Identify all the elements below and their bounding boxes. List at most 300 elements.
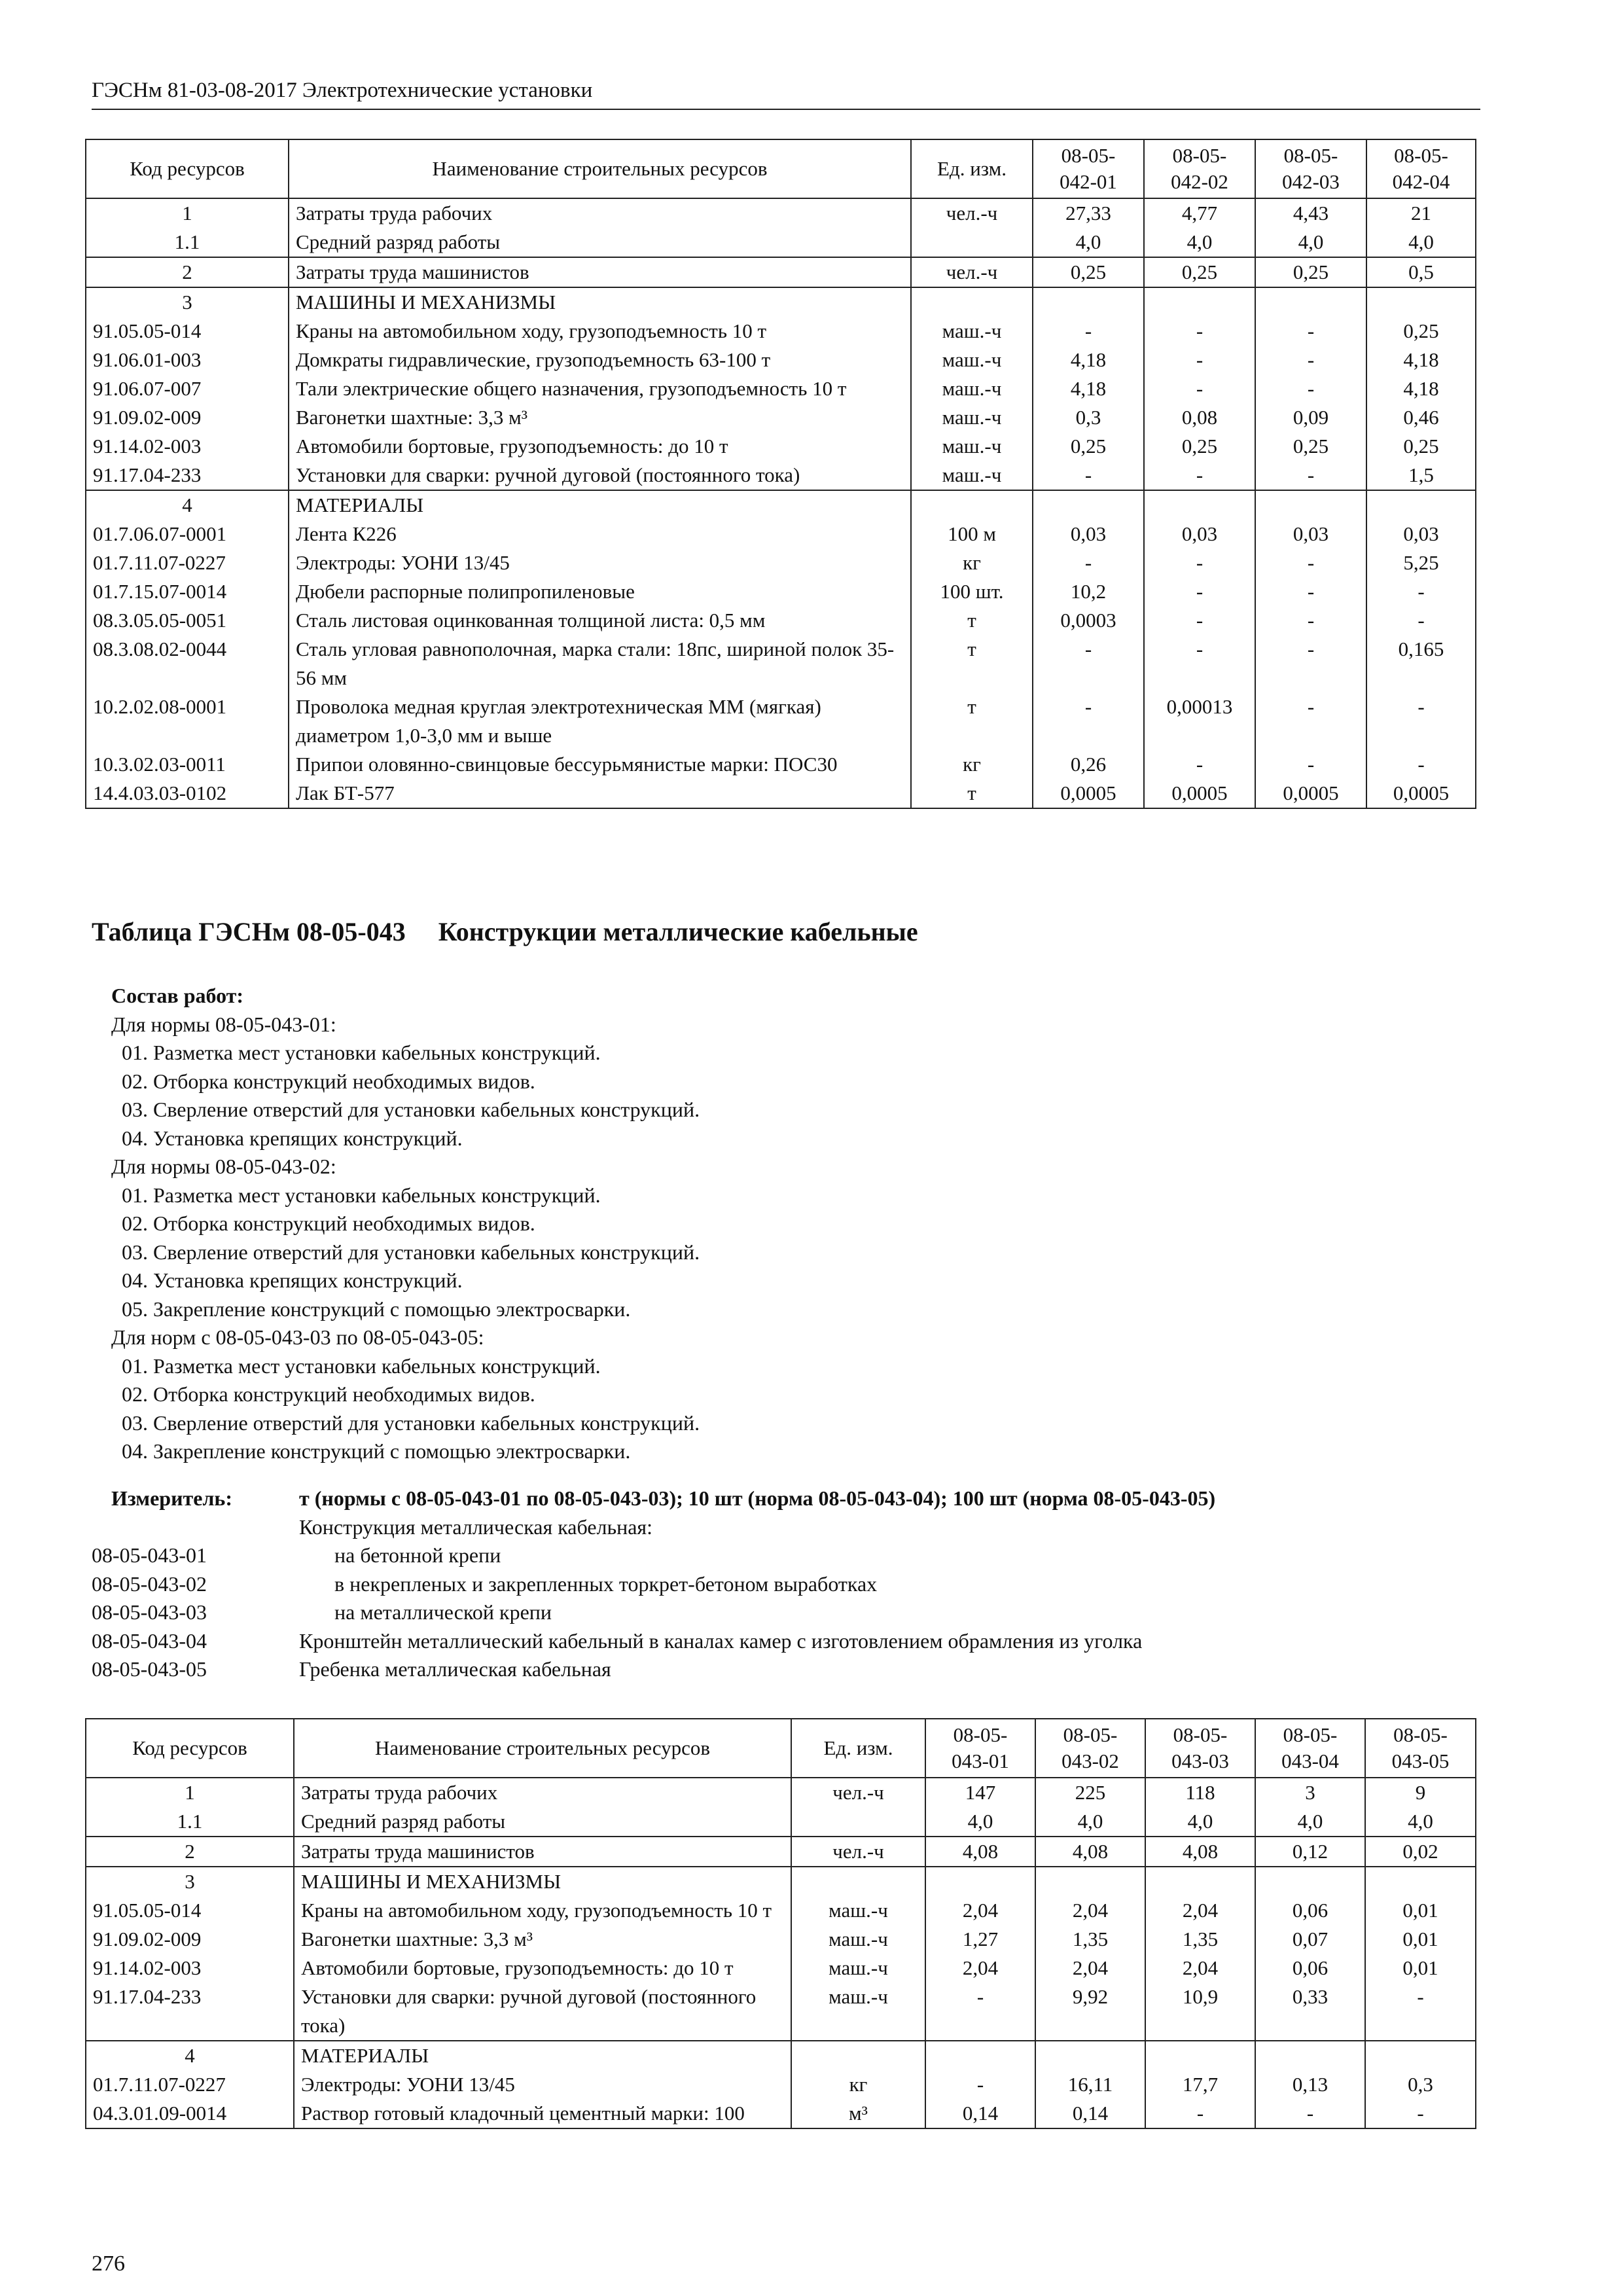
norm-value: - xyxy=(1144,317,1255,346)
norm-value: 2,04 xyxy=(1145,1896,1255,1925)
resource-unit: чел.-ч xyxy=(791,1778,925,1807)
norm-value: - xyxy=(1033,317,1144,346)
resource-name: Дюбели распорные полипропиленовые xyxy=(289,577,911,606)
resource-name: Вагонетки шахтные: 3,3 м³ xyxy=(289,403,911,432)
norm-value: - xyxy=(1144,750,1255,779)
column-header: 08-05- 042-03 xyxy=(1255,139,1366,198)
norm-value: 10,9 xyxy=(1145,1982,1255,2041)
norm-value: 4,08 xyxy=(1035,1837,1145,1867)
resource-name: Домкраты гидравлические, грузоподъемность 63-100 т xyxy=(289,346,911,374)
norm-value: 9 xyxy=(1365,1778,1476,1807)
column-header: 08-05- 042-02 xyxy=(1144,139,1255,198)
norm-value: - xyxy=(1255,692,1366,750)
resource-code: 91.05.05-014 xyxy=(86,1896,294,1925)
resource-code: 3 xyxy=(86,1867,294,1896)
norm-value: 4,0 xyxy=(1255,1807,1365,1837)
norm-value: 2,04 xyxy=(1035,1896,1145,1925)
norm-value: 0,03 xyxy=(1144,520,1255,548)
column-header: Наименование строительных ресурсов xyxy=(294,1719,791,1778)
norm-value: 0,12 xyxy=(1255,1837,1365,1867)
norm-description: на бетонной крепи xyxy=(334,1543,501,1567)
norm-value: - xyxy=(1255,548,1366,577)
resource-code: 01.7.11.07-0227 xyxy=(86,548,289,577)
work-composition xyxy=(111,982,1420,1466)
norm-value: - xyxy=(1365,2099,1476,2128)
norm-value: 0,3 xyxy=(1033,403,1144,432)
norm-value: 1,35 xyxy=(1035,1925,1145,1954)
norm-value: 4,0 xyxy=(1145,1807,1255,1837)
norm-value xyxy=(1366,287,1476,317)
norm-value: 5,25 xyxy=(1366,548,1476,577)
norm-value: 225 xyxy=(1035,1778,1145,1807)
norm-row xyxy=(92,1627,1531,1656)
norm-value: 0,25 xyxy=(1033,257,1144,287)
norm-value xyxy=(1033,490,1144,520)
table-row xyxy=(86,317,1476,346)
norm-value: 0,0003 xyxy=(1033,606,1144,635)
measure-block xyxy=(92,1484,1531,1684)
resource-code: 91.14.02-003 xyxy=(86,1954,294,1982)
norm-value: 0,33 xyxy=(1255,1982,1365,2041)
norm-value: - xyxy=(1255,2099,1365,2128)
norm-value: 16,11 xyxy=(1035,2070,1145,2099)
work-step: Для нормы 08-05-043-02: xyxy=(111,1155,336,1178)
norm-value: - xyxy=(1144,346,1255,374)
table-header-row xyxy=(86,1719,1476,1778)
resource-code: 10.3.02.03-0011 xyxy=(86,750,289,779)
norm-value: - xyxy=(1255,606,1366,635)
resource-name: Раствор готовый кладочный цементный марки: 100 xyxy=(294,2099,791,2128)
norm-value: - xyxy=(925,2070,1035,2099)
resource-unit: маш.-ч xyxy=(791,1982,925,2041)
norm-value: 0,25 xyxy=(1144,432,1255,461)
resource-name: Автомобили бортовые, грузоподъемность: до 10 т xyxy=(294,1954,791,1982)
norm-code: 08-05-043-01 xyxy=(92,1543,207,1567)
norm-value xyxy=(925,1867,1035,1896)
table-row xyxy=(86,577,1476,606)
table-row xyxy=(86,1807,1476,1837)
norm-value xyxy=(1255,490,1366,520)
table-row xyxy=(86,432,1476,461)
work-step: 03. Сверление отверстий для установки кабельных конструкций. xyxy=(111,1240,700,1264)
column-header: 08-05- 042-04 xyxy=(1366,139,1476,198)
resource-unit: м³ xyxy=(791,2099,925,2128)
norm-value: 4,0 xyxy=(1255,228,1366,257)
resource-table-043 xyxy=(85,1718,1476,2129)
norm-value: 4,77 xyxy=(1144,198,1255,228)
norm-value: 0,07 xyxy=(1255,1925,1365,1954)
resource-code: 3 xyxy=(86,287,289,317)
norm-value: - xyxy=(1255,346,1366,374)
resource-code: 4 xyxy=(86,2041,294,2070)
resource-unit: маш.-ч xyxy=(791,1896,925,1925)
norm-value: - xyxy=(1255,750,1366,779)
norm-code: 08-05-043-03 xyxy=(92,1600,207,1624)
norm-value: 17,7 xyxy=(1145,2070,1255,2099)
norm-value: 4,18 xyxy=(1033,374,1144,403)
table-row xyxy=(86,2041,1476,2070)
norm-value: 0,09 xyxy=(1255,403,1366,432)
work-step: 05. Закрепление конструкций с помощью электросварки. xyxy=(111,1297,631,1321)
resource-code: 4 xyxy=(86,490,289,520)
resource-name: МАШИНЫ И МЕХАНИЗМЫ xyxy=(289,287,911,317)
norm-value: 0,08 xyxy=(1144,403,1255,432)
resource-name: МАТЕРИАЛЫ xyxy=(294,2041,791,2070)
norm-value: 0,46 xyxy=(1366,403,1476,432)
resource-unit: чел.-ч xyxy=(791,1837,925,1867)
norm-value xyxy=(1035,1867,1145,1896)
resource-unit: 100 шт. xyxy=(911,577,1033,606)
resource-code: 1.1 xyxy=(86,1807,294,1837)
resource-unit: т xyxy=(911,779,1033,808)
table-row xyxy=(86,1925,1476,1954)
norm-value: 21 xyxy=(1366,198,1476,228)
norm-value: 118 xyxy=(1145,1778,1255,1807)
norm-value: - xyxy=(1366,692,1476,750)
resource-unit: маш.-ч xyxy=(911,346,1033,374)
work-step: 03. Сверление отверстий для установки кабельных конструкций. xyxy=(111,1098,700,1121)
column-header: 08-05- 043-01 xyxy=(925,1719,1035,1778)
norm-value: 0,01 xyxy=(1365,1925,1476,1954)
resource-code: 1 xyxy=(86,198,289,228)
resource-code: 08.3.08.02-0044 xyxy=(86,635,289,692)
resource-code: 10.2.02.08-0001 xyxy=(86,692,289,750)
resource-code: 91.05.05-014 xyxy=(86,317,289,346)
table-row xyxy=(86,1837,1476,1867)
resource-name: МАШИНЫ И МЕХАНИЗМЫ xyxy=(294,1867,791,1896)
resource-code: 91.17.04-233 xyxy=(86,461,289,490)
norm-value: 4,0 xyxy=(1365,1807,1476,1837)
measure-value: т (нормы с 08-05-043-01 по 08-05-043-03); 10 шт (норма 08-05-043-04); 100 шт (норма 08-05-043-05) xyxy=(299,1486,1216,1510)
norm-value: - xyxy=(1144,635,1255,692)
norm-value xyxy=(1366,490,1476,520)
work-composition-label: Состав работ: xyxy=(111,984,244,1007)
norm-value: - xyxy=(1255,577,1366,606)
work-step: 02. Отборка конструкций необходимых видов. xyxy=(111,1069,535,1093)
resource-unit: маш.-ч xyxy=(791,1925,925,1954)
norm-description: Гребенка металлическая кабельная xyxy=(299,1657,611,1681)
resource-name: Лента К226 xyxy=(289,520,911,548)
norm-value: 4,08 xyxy=(1145,1837,1255,1867)
resource-unit: маш.-ч xyxy=(911,432,1033,461)
norm-code: 08-05-043-04 xyxy=(92,1628,207,1653)
resource-name: Сталь листовая оцинкованная толщиной листа: 0,5 мм xyxy=(289,606,911,635)
measure-label: Измеритель: xyxy=(111,1486,232,1510)
norm-value: 0,25 xyxy=(1033,432,1144,461)
table-row xyxy=(86,403,1476,432)
norm-value: 0,06 xyxy=(1255,1896,1365,1925)
resource-unit: 100 м xyxy=(911,520,1033,548)
resource-name: Затраты труда рабочих xyxy=(294,1778,791,1807)
resource-name: МАТЕРИАЛЫ xyxy=(289,490,911,520)
norm-value: - xyxy=(1255,635,1366,692)
measure-intro: Конструкция металлическая кабельная: xyxy=(299,1515,653,1539)
table-row xyxy=(86,198,1476,228)
table-row xyxy=(86,287,1476,317)
norm-value: - xyxy=(1144,461,1255,490)
column-header: Наименование строительных ресурсов xyxy=(289,139,911,198)
norm-value: 0,0005 xyxy=(1255,779,1366,808)
table-row xyxy=(86,228,1476,257)
norm-value: - xyxy=(1366,577,1476,606)
norm-value xyxy=(1144,287,1255,317)
norm-value: 0,03 xyxy=(1033,520,1144,548)
norm-value: 4,0 xyxy=(925,1807,1035,1837)
table-row xyxy=(86,750,1476,779)
table-row xyxy=(86,2099,1476,2128)
resource-unit xyxy=(911,490,1033,520)
page-header xyxy=(92,77,1480,110)
norm-value xyxy=(1145,1867,1255,1896)
resource-code: 91.09.02-009 xyxy=(86,1925,294,1954)
norm-value: 4,0 xyxy=(1366,228,1476,257)
norm-value: 2,04 xyxy=(925,1896,1035,1925)
column-header: 08-05- 043-05 xyxy=(1365,1719,1476,1778)
resource-name: Установки для сварки: ручной дуговой (постоянного тока) xyxy=(294,1982,791,2041)
work-step: 02. Отборка конструкций необходимых видов. xyxy=(111,1211,535,1235)
resource-code: 1.1 xyxy=(86,228,289,257)
norm-value: 2,04 xyxy=(1145,1954,1255,1982)
norm-value: 4,43 xyxy=(1255,198,1366,228)
norm-value xyxy=(1255,287,1366,317)
resource-code: 91.17.04-233 xyxy=(86,1982,294,2041)
resource-name: Электроды: УОНИ 13/45 xyxy=(294,2070,791,2099)
norm-value: - xyxy=(1366,606,1476,635)
norm-value: - xyxy=(1144,548,1255,577)
resource-code: 91.14.02-003 xyxy=(86,432,289,461)
norm-code: 08-05-043-05 xyxy=(92,1657,207,1681)
norm-value: 0,00013 xyxy=(1144,692,1255,750)
work-step: 04. Установка крепящих конструкций. xyxy=(111,1126,463,1150)
table-row xyxy=(86,692,1476,750)
norm-value: 4,0 xyxy=(1144,228,1255,257)
resource-unit xyxy=(791,2041,925,2070)
work-step: Для нормы 08-05-043-01: xyxy=(111,1012,336,1036)
resource-name: Затраты труда машинистов xyxy=(289,257,911,287)
norm-value: 147 xyxy=(925,1778,1035,1807)
norm-value: 0,25 xyxy=(1366,317,1476,346)
norm-value: 0,5 xyxy=(1366,257,1476,287)
table-row xyxy=(86,520,1476,548)
table-row xyxy=(86,548,1476,577)
resource-code: 2 xyxy=(86,1837,294,1867)
norm-value: - xyxy=(1033,548,1144,577)
norm-value: 0,06 xyxy=(1255,1954,1365,1982)
resource-unit: маш.-ч xyxy=(911,317,1033,346)
resource-unit: маш.-ч xyxy=(791,1954,925,1982)
norm-value: - xyxy=(1365,1982,1476,2041)
norm-value: - xyxy=(1255,374,1366,403)
table-body xyxy=(86,1778,1476,2128)
table-header-row xyxy=(86,139,1476,198)
norm-value: 4,08 xyxy=(925,1837,1035,1867)
norm-description: в некрепленых и закрепленных торкрет-бетоном выработках xyxy=(334,1571,878,1596)
norm-value xyxy=(1255,2041,1365,2070)
norm-value: 0,25 xyxy=(1255,257,1366,287)
column-header: 08-05- 043-04 xyxy=(1255,1719,1365,1778)
table-row xyxy=(86,1982,1476,2041)
norm-value: 0,14 xyxy=(1035,2099,1145,2128)
work-lines xyxy=(111,1011,1420,1466)
resource-code: 08.3.05.05-0051 xyxy=(86,606,289,635)
table-row xyxy=(86,635,1476,692)
work-step: 04. Установка крепящих конструкций. xyxy=(111,1268,463,1292)
table-row xyxy=(86,374,1476,403)
norm-value: 4,18 xyxy=(1366,346,1476,374)
work-step: 01. Разметка мест установки кабельных конструкций. xyxy=(111,1354,601,1378)
norm-value: 3 xyxy=(1255,1778,1365,1807)
table-body xyxy=(86,198,1476,808)
norm-value: - xyxy=(925,1982,1035,2041)
norm-value: 0,0005 xyxy=(1144,779,1255,808)
norm-value: 4,0 xyxy=(1035,1807,1145,1837)
resource-code: 91.09.02-009 xyxy=(86,403,289,432)
norm-value: 0,01 xyxy=(1365,1896,1476,1925)
table-row xyxy=(86,2070,1476,2099)
norm-value xyxy=(1365,1867,1476,1896)
norm-value: 0,01 xyxy=(1365,1954,1476,1982)
norm-value xyxy=(1035,2041,1145,2070)
work-step: 01. Разметка мест установки кабельных конструкций. xyxy=(111,1183,601,1207)
norm-value: - xyxy=(1033,461,1144,490)
norm-value: 1,5 xyxy=(1366,461,1476,490)
resource-unit xyxy=(911,287,1033,317)
norm-value: 0,25 xyxy=(1366,432,1476,461)
resource-name: Лак БТ-577 xyxy=(289,779,911,808)
resource-name: Затраты труда рабочих xyxy=(289,198,911,228)
resource-name: Электроды: УОНИ 13/45 xyxy=(289,548,911,577)
resource-code: 01.7.15.07-0014 xyxy=(86,577,289,606)
table-row xyxy=(86,346,1476,374)
resource-unit: кг xyxy=(911,750,1033,779)
resource-code: 91.06.01-003 xyxy=(86,346,289,374)
norm-value: - xyxy=(1255,461,1366,490)
resource-unit xyxy=(791,1867,925,1896)
norm-value: 0,03 xyxy=(1366,520,1476,548)
resource-unit: маш.-ч xyxy=(911,461,1033,490)
resource-name: Тали электрические общего назначения, грузоподъемность 10 т xyxy=(289,374,911,403)
resource-code: 14.4.03.03-0102 xyxy=(86,779,289,808)
resource-table-042 xyxy=(85,139,1476,809)
norm-value: 0,25 xyxy=(1144,257,1255,287)
norm-value: 27,33 xyxy=(1033,198,1144,228)
resource-name: Краны на автомобильном ходу, грузоподъемность 10 т xyxy=(294,1896,791,1925)
resource-name: Вагонетки шахтные: 3,3 м³ xyxy=(294,1925,791,1954)
norm-row xyxy=(92,1570,1531,1599)
page-number: 276 xyxy=(92,2251,125,2276)
norm-value: 0,165 xyxy=(1366,635,1476,692)
norm-value: 0,26 xyxy=(1033,750,1144,779)
table-row xyxy=(86,606,1476,635)
resource-unit: чел.-ч xyxy=(911,198,1033,228)
norm-list xyxy=(92,1541,1531,1684)
table-row xyxy=(86,1778,1476,1807)
norm-description: Кронштейн металлический кабельный в каналах камер с изготовлением обрамления из уголка xyxy=(299,1628,1143,1653)
norm-value: 4,18 xyxy=(1366,374,1476,403)
table-row xyxy=(86,1867,1476,1896)
norm-value: - xyxy=(1145,2099,1255,2128)
resource-name: Затраты труда машинистов xyxy=(294,1837,791,1867)
norm-value: 0,13 xyxy=(1255,2070,1365,2099)
resource-unit: т xyxy=(911,692,1033,750)
norm-value xyxy=(1255,1867,1365,1896)
resource-code: 04.3.01.09-0014 xyxy=(86,2099,294,2128)
table-row xyxy=(86,461,1476,490)
norm-value: 0,0005 xyxy=(1366,779,1476,808)
resource-name: Припои оловянно-свинцовые бессурьмянистые марки: ПОС30 xyxy=(289,750,911,779)
norm-value: 1,27 xyxy=(925,1925,1035,1954)
norm-value: 0,3 xyxy=(1365,2070,1476,2099)
norm-value xyxy=(1145,2041,1255,2070)
resource-code: 1 xyxy=(86,1778,294,1807)
norm-value xyxy=(925,2041,1035,2070)
norm-value: - xyxy=(1144,374,1255,403)
document-title: ГЭСНм 81-03-08-2017 Электротехнические установки xyxy=(92,79,593,102)
column-header: 08-05- 043-02 xyxy=(1035,1719,1145,1778)
resource-unit: кг xyxy=(911,548,1033,577)
resource-unit: чел.-ч xyxy=(911,257,1033,287)
column-header: Ед. изм. xyxy=(911,139,1033,198)
resource-unit: т xyxy=(911,635,1033,692)
norm-row xyxy=(92,1655,1531,1684)
work-step: 01. Разметка мест установки кабельных конструкций. xyxy=(111,1041,601,1064)
norm-value: 0,03 xyxy=(1255,520,1366,548)
column-header: Код ресурсов xyxy=(86,139,289,198)
column-header: Ед. изм. xyxy=(791,1719,925,1778)
norm-value: 2,04 xyxy=(1035,1954,1145,1982)
resource-name: Краны на автомобильном ходу, грузоподъемность 10 т xyxy=(289,317,911,346)
norm-value: - xyxy=(1144,577,1255,606)
resource-unit: кг xyxy=(791,2070,925,2099)
norm-code: 08-05-043-02 xyxy=(92,1571,207,1596)
norm-value xyxy=(1365,2041,1476,2070)
resource-name: Средний разряд работы xyxy=(294,1807,791,1837)
norm-value: - xyxy=(1144,606,1255,635)
resource-name: Автомобили бортовые, грузоподъемность: до 10 т xyxy=(289,432,911,461)
resource-code: 91.06.07-007 xyxy=(86,374,289,403)
resource-name: Проволока медная круглая электротехническая ММ (мягкая) диаметром 1,0-3,0 мм и выше xyxy=(289,692,911,750)
norm-row xyxy=(92,1598,1531,1627)
table-row xyxy=(86,779,1476,808)
resource-unit: т xyxy=(911,606,1033,635)
table-row xyxy=(86,490,1476,520)
norm-value: 4,18 xyxy=(1033,346,1144,374)
norm-description: на металлической крепи xyxy=(334,1600,552,1624)
work-step: 03. Сверление отверстий для установки кабельных конструкций. xyxy=(111,1410,700,1435)
table-row xyxy=(86,1896,1476,1925)
norm-row xyxy=(92,1541,1531,1570)
norm-value: - xyxy=(1366,750,1476,779)
norm-value: - xyxy=(1255,317,1366,346)
norm-value xyxy=(1144,490,1255,520)
resource-code: 01.7.11.07-0227 xyxy=(86,2070,294,2099)
resource-code: 01.7.06.07-0001 xyxy=(86,520,289,548)
work-step: 02. Отборка конструкций необходимых видов. xyxy=(111,1382,535,1406)
norm-value: 2,04 xyxy=(925,1954,1035,1982)
norm-value: 4,0 xyxy=(1033,228,1144,257)
resource-name: Сталь угловая равнополочная, марка стали: 18пс, шириной полок 35-56 мм xyxy=(289,635,911,692)
resource-unit xyxy=(911,228,1033,257)
resource-unit xyxy=(791,1807,925,1837)
norm-value: 9,92 xyxy=(1035,1982,1145,2041)
column-header: 08-05- 042-01 xyxy=(1033,139,1144,198)
resource-unit: маш.-ч xyxy=(911,374,1033,403)
norm-value: 1,35 xyxy=(1145,1925,1255,1954)
column-header: 08-05- 043-03 xyxy=(1145,1719,1255,1778)
section-title: Таблица ГЭСНм 08-05-043 Конструкции металлические кабельные xyxy=(92,917,918,946)
column-header: Код ресурсов xyxy=(86,1719,294,1778)
norm-value xyxy=(1033,287,1144,317)
